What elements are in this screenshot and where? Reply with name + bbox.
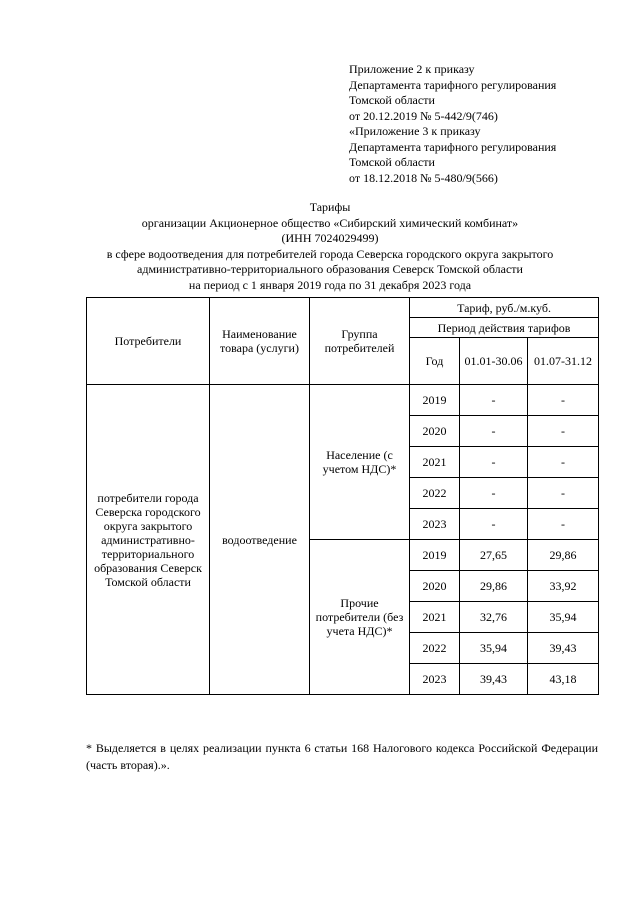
tariff-p2-cell: - — [528, 509, 599, 540]
year-cell: 2020 — [410, 416, 460, 447]
year-cell: 2022 — [410, 633, 460, 664]
tariff-p1-cell: 39,43 — [460, 664, 528, 695]
header-tariff: Тариф, руб./м.куб. — [410, 298, 599, 318]
title-line: на период с 1 января 2019 года по 31 декабря 2023 года — [188, 277, 472, 292]
tariff-p2-cell: - — [528, 478, 599, 509]
tariff-p1-cell: 35,94 — [460, 633, 528, 664]
year-cell: 2023 — [410, 664, 460, 695]
tariff-table — [86, 297, 599, 695]
appendix-line: Приложение 2 к приказу — [349, 62, 475, 76]
group-cell: Население (с учетом НДС)* — [310, 385, 410, 540]
group-cell: Прочие потребители (без учета НДС)* — [310, 540, 410, 695]
tariff-p2-cell: 35,94 — [528, 602, 599, 633]
consumer-cell: потребители города Северска городского округа закрытого административно-территориального образования Северск Томской области — [87, 385, 210, 695]
tariff-p1-cell: 27,65 — [460, 540, 528, 571]
year-cell: 2021 — [410, 602, 460, 633]
year-cell: 2023 — [410, 509, 460, 540]
header-row — [87, 298, 599, 318]
tariff-p2-cell: 43,18 — [528, 664, 599, 695]
title-line: административно-территориального образования Северск Томской области — [137, 262, 523, 276]
tariff-p1-cell: - — [460, 478, 528, 509]
year-cell: 2019 — [410, 540, 460, 571]
title-line: (ИНН 7024029499) — [281, 231, 379, 245]
header-product: Наименование товара (услуги) — [210, 298, 310, 385]
appendix-line: Томской области — [349, 93, 435, 107]
title-line: организации Акционерное общество «Сибирский химический комбинат» — [141, 215, 519, 230]
tariff-p2-cell: 29,86 — [528, 540, 599, 571]
tariff-p1-cell: 32,76 — [460, 602, 528, 633]
table-row — [87, 385, 599, 416]
tariff-p2-cell: 33,92 — [528, 571, 599, 602]
title-line: в сфере водоотведения для потребителей города Северска городского округа закрытого — [106, 246, 554, 261]
tariff-p1-cell: - — [460, 416, 528, 447]
tariff-p2-cell: - — [528, 385, 599, 416]
tariff-p1-cell: - — [460, 385, 528, 416]
year-cell: 2022 — [410, 478, 460, 509]
tariff-p2-cell: - — [528, 416, 599, 447]
tariff-p2-cell: - — [528, 447, 599, 478]
document-title — [60, 200, 600, 293]
header-period: Период действия тарифов — [410, 318, 599, 338]
header-consumers: Потребители — [87, 298, 210, 385]
header-period-2: 01.07-31.12 — [528, 338, 599, 385]
tariff-p1-cell: - — [460, 509, 528, 540]
appendix-line: «Приложение 3 к приказу — [349, 124, 481, 138]
product-cell: водоотведение — [210, 385, 310, 695]
header-year: Год — [410, 338, 460, 385]
header-group: Группа потребителей — [310, 298, 410, 385]
title-line: Тарифы — [309, 200, 351, 214]
year-cell: 2020 — [410, 571, 460, 602]
year-cell: 2021 — [410, 447, 460, 478]
tariff-p2-cell: 39,43 — [528, 633, 599, 664]
header-period-1: 01.01-30.06 — [460, 338, 528, 385]
appendix-reference — [349, 62, 556, 186]
year-cell: 2019 — [410, 385, 460, 416]
appendix-line: от 18.12.2018 № 5-480/9(566) — [349, 170, 498, 185]
appendix-line: Департамента тарифного регулирования — [349, 139, 557, 154]
tariff-p1-cell: - — [460, 447, 528, 478]
tariff-p1-cell: 29,86 — [460, 571, 528, 602]
appendix-line: Департамента тарифного регулирования — [349, 77, 557, 92]
appendix-line: Томской области — [349, 155, 435, 169]
appendix-line: от 20.12.2019 № 5-442/9(746) — [349, 108, 498, 123]
footnote: * Выделяется в целях реализации пункта 6 статьи 168 Налогового кодекса Российской Федерации (часть вторая).». — [86, 741, 598, 772]
